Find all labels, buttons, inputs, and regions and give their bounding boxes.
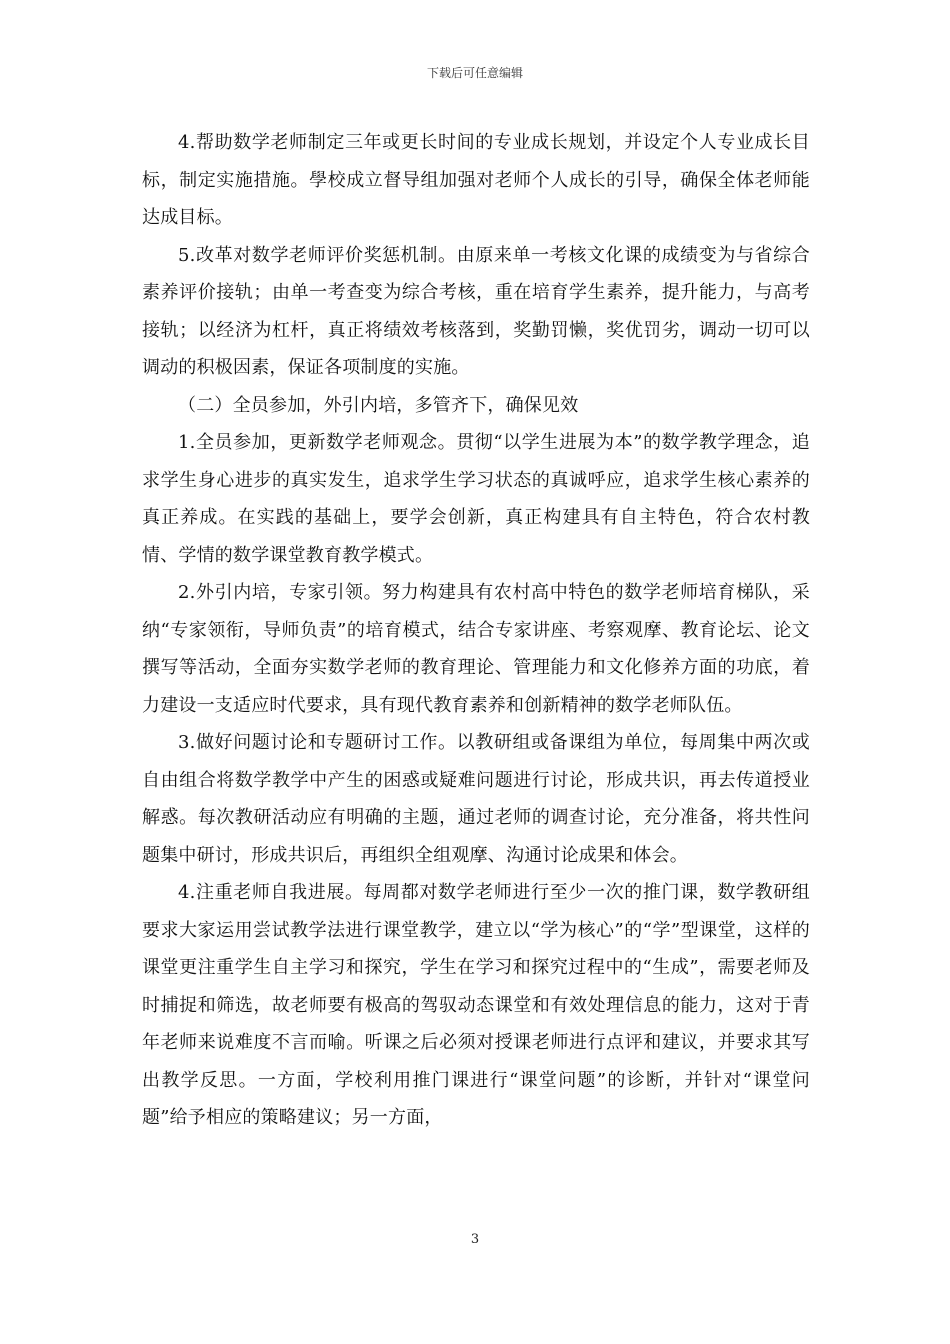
paragraph-item-1: 1.全员参加，更新数学老师观念。贯彻“以学生进展为本”的数学教学理念，追求学生身心进步的真实发生，追求学生学习状态的真诚呼应，追求学生核心素养的真正养成。在实践的基础上，要学会创新，真正构建具有自主特色，符合农村教情、学情的数学课堂教育教学模式。 — [142, 432, 810, 566]
paragraph-item-4: 4.帮助数学老师制定三年或更长时间的专业成长规划，并设定个人专业成长目标，制定实施措施。學校成立督导组加强对老师个人成长的引导，确保全体老师能达成目标。 — [142, 132, 810, 228]
paragraph-item-5: 5.改革对数学老师评价奖惩机制。由原来单一考核文化课的成绩变为与省综合素养评价接轨；由单一考查变为综合考核，重在培育学生素养，提升能力，与高考接轨；以经济为杠杆，真正将绩效考核落到，奖勤罚懒，奖优罚劣，调动一切可以调动的积极因素，保证各项制度的实施。 — [142, 244, 810, 378]
paragraph-item-3: 3.做好问题讨论和专题研讨工作。以教研组或备课组为单位，每周集中两次或自由组合将数学教学中产生的困惑或疑难问题进行讨论，形成共识，再去传道授业解惑。每次教研活动应有明确的主题，通过老师的调查讨论，充分准备，将共性问题集中研讨，形成共识后，再组织全组观摩、沟通讨论成果和体会。 — [142, 732, 810, 866]
document-body — [142, 124, 810, 1137]
page-header: 下载后可任意编辑 — [426, 66, 523, 80]
paragraph-item-2: 2.外引内培，专家引领。努力构建具有农村高中特色的数学老师培育梯队，采纳“专家领衔，导师负责”的培育模式，结合专家讲座、考察观摩、教育论坛、论文撰写等活动，全面夯实数学老师的教育理论、管理能力和文化修养方面的功底，着力建设一支适应时代要求，具有现代教育素养和创新精神的数学老师队伍。 — [142, 582, 810, 716]
paragraph-item-4b: 4.注重老师自我进展。每周都对数学老师进行至少一次的推门课，数学教研组要求大家运用尝试教学法进行课堂教学，建立以“学为核心”的“学”型课堂，这样的课堂更注重学生自主学习和探究，学生在学习和探究过程中的“生成”，需要老师及时捕捉和筛选，故老师要有极高的驾驭动态课堂和有效处理信息的能力，这对于青年老师来说难度不言而喻。听课之后必须对授课老师进行点评和建议，并要求其写出教学反思。一方面，学校利用推门课进行“课堂问题”的诊断，并针对“课堂问题”给予相应的策略建议；另一方面， — [142, 882, 810, 1128]
section-heading: （二）全员参加，外引内培，多管齐下，确保见效 — [178, 394, 579, 416]
page-number: 3 — [470, 1232, 480, 1247]
